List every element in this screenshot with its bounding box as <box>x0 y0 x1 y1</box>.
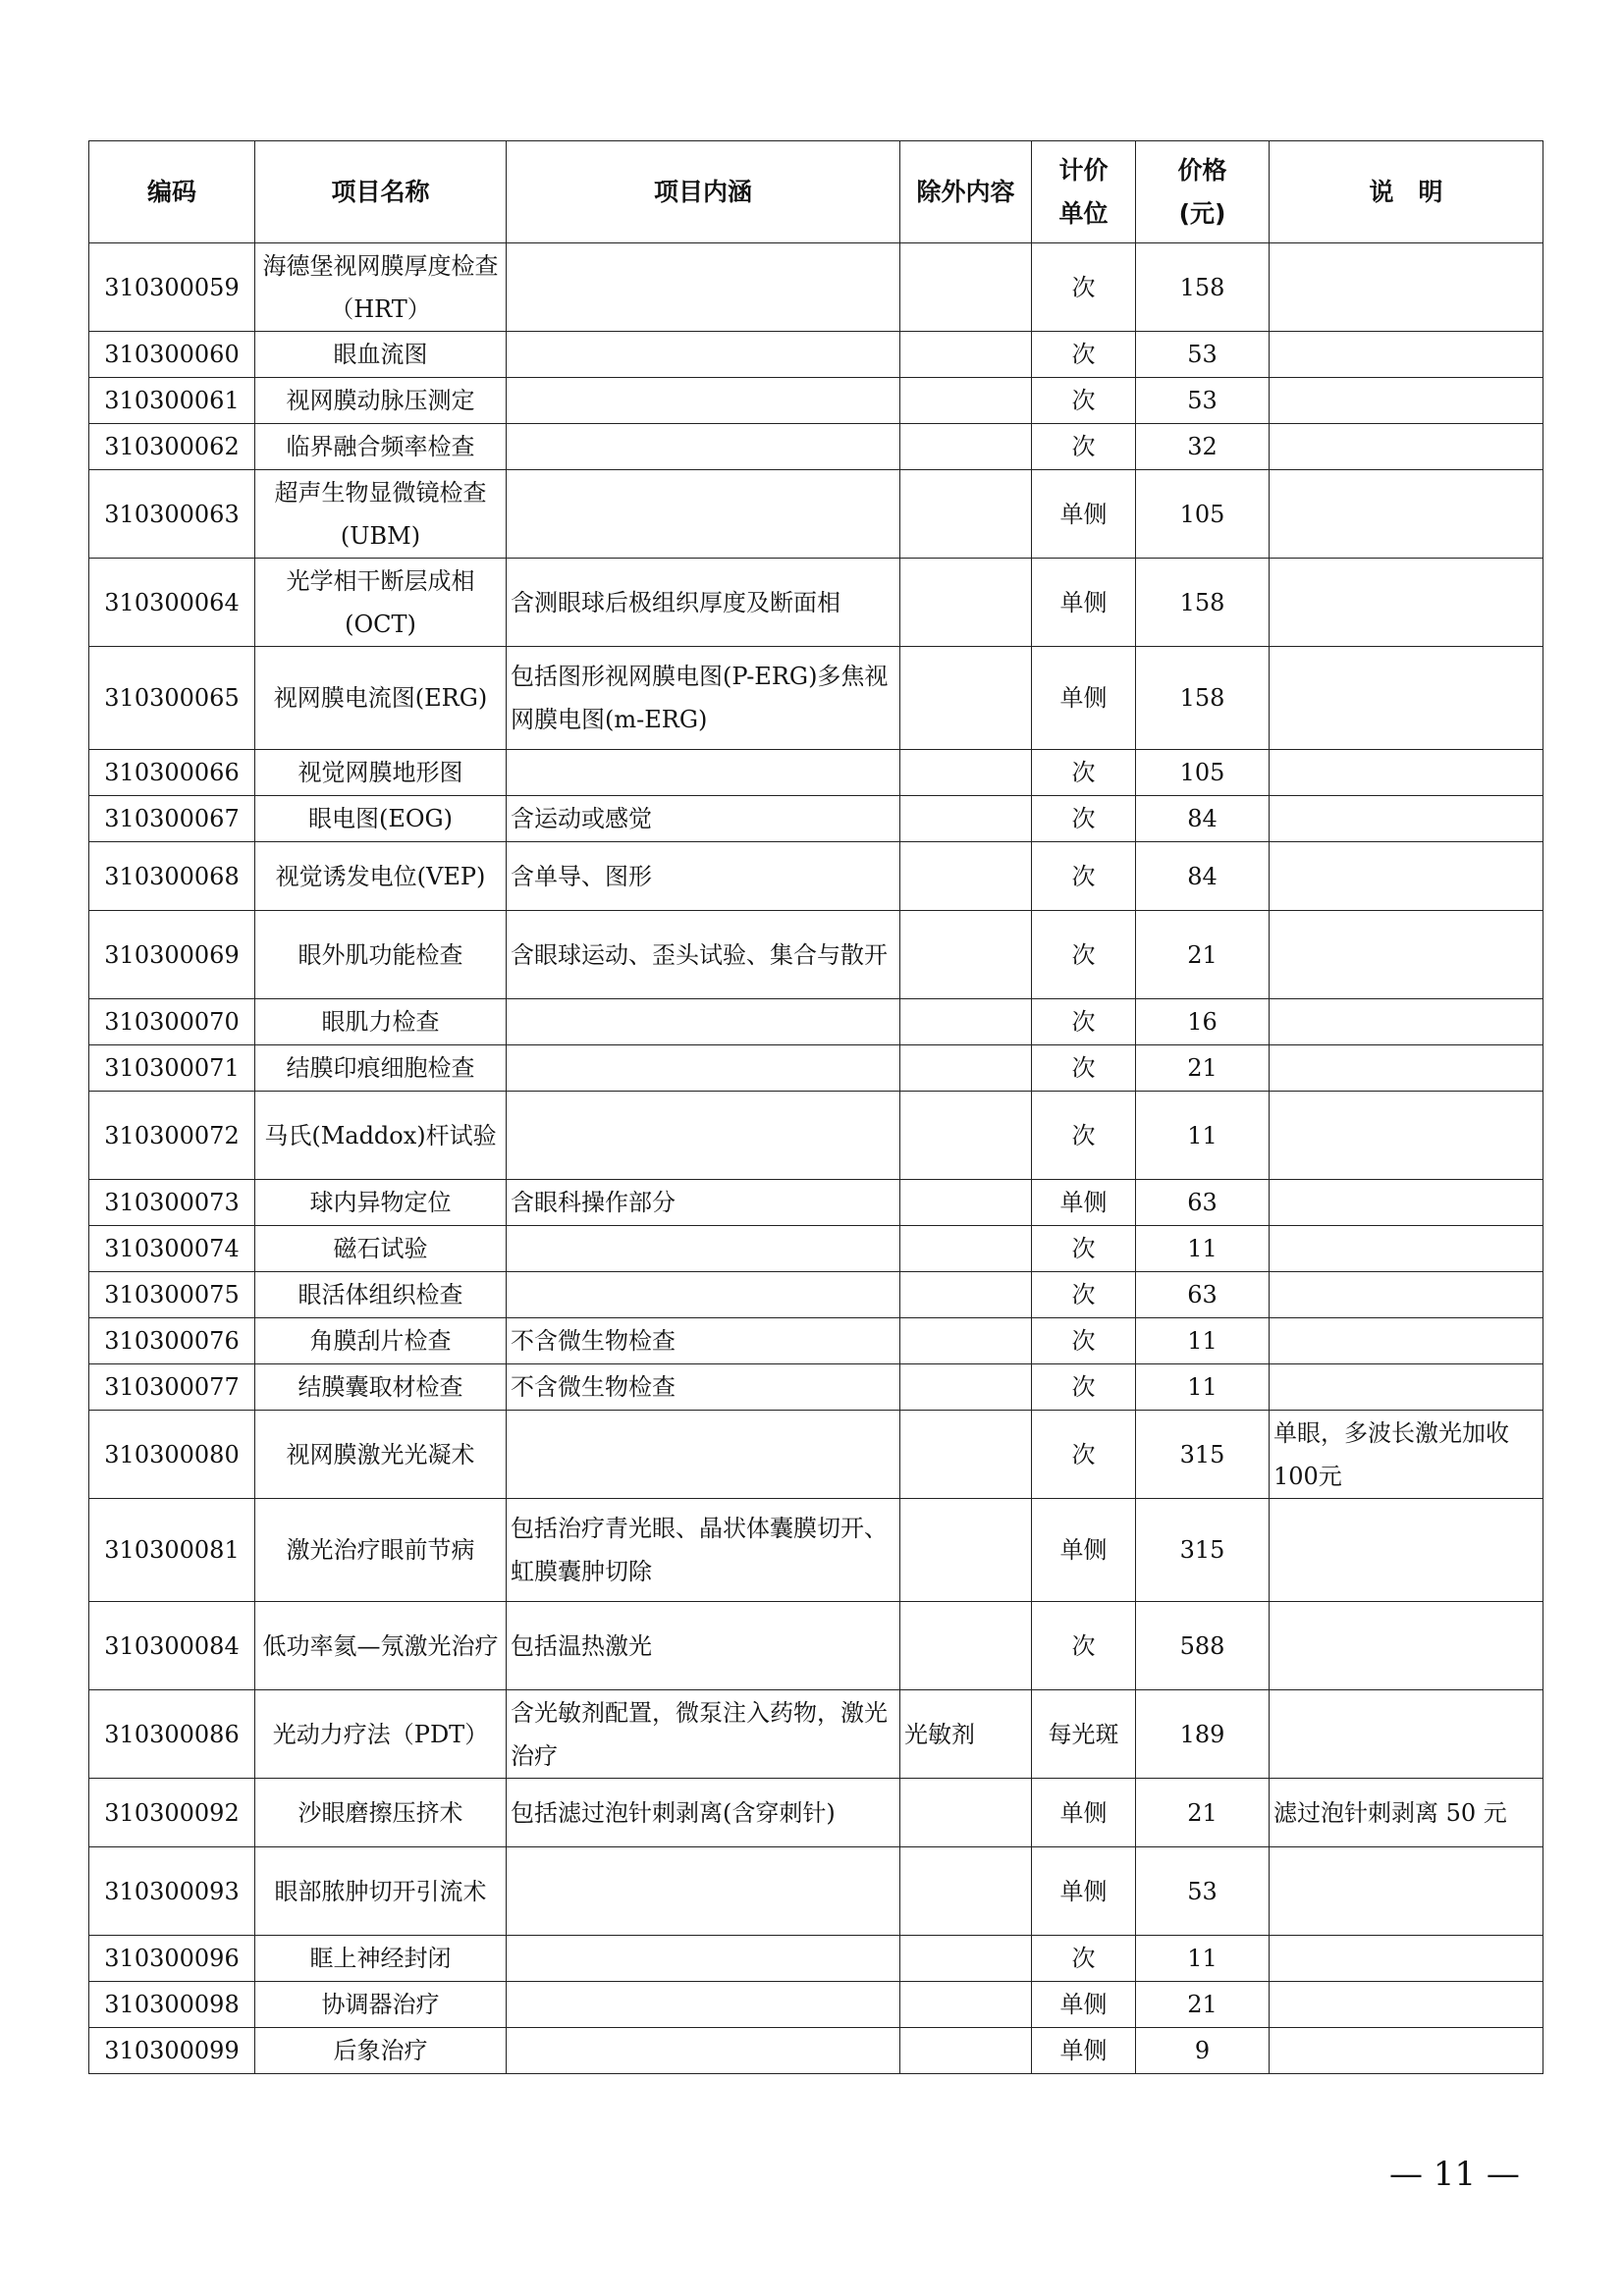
header-unit-line1: 计价 <box>1058 155 1109 185</box>
table-row <box>89 1690 1543 1779</box>
cell-unit: 单侧 <box>1032 1779 1136 1847</box>
cell-exclude <box>900 1411 1032 1499</box>
cell-exclude <box>900 842 1032 911</box>
cell-code: 310300073 <box>89 1180 255 1226</box>
cell-price: 53 <box>1136 378 1270 424</box>
table-row <box>89 1364 1543 1411</box>
cell-note <box>1270 750 1543 796</box>
cell-unit: 单侧 <box>1032 647 1136 750</box>
cell-name: 光动力疗法（PDT） <box>255 1690 507 1779</box>
cell-exclude <box>900 1602 1032 1690</box>
cell-content <box>507 1982 900 2028</box>
table-row <box>89 243 1543 332</box>
cell-price: 158 <box>1136 559 1270 647</box>
cell-note <box>1270 1180 1543 1226</box>
cell-exclude <box>900 2028 1032 2074</box>
cell-unit: 次 <box>1032 378 1136 424</box>
cell-code: 310300077 <box>89 1364 255 1411</box>
cell-content <box>507 1411 900 1499</box>
cell-unit: 单侧 <box>1032 470 1136 559</box>
cell-price: 105 <box>1136 750 1270 796</box>
table-row <box>89 842 1543 911</box>
cell-unit: 每光斑 <box>1032 1690 1136 1779</box>
cell-exclude <box>900 424 1032 470</box>
cell-note <box>1270 1045 1543 1092</box>
cell-note <box>1270 1499 1543 1602</box>
cell-code: 310300059 <box>89 243 255 332</box>
cell-content <box>507 424 900 470</box>
cell-name: 沙眼磨擦压挤术 <box>255 1779 507 1847</box>
table-row <box>89 2028 1543 2074</box>
cell-note <box>1270 1272 1543 1318</box>
cell-name: 眼肌力检查 <box>255 999 507 1045</box>
cell-note <box>1270 1364 1543 1411</box>
header-name: 项目名称 <box>255 141 507 243</box>
cell-code: 310300065 <box>89 647 255 750</box>
cell-code: 310300099 <box>89 2028 255 2074</box>
cell-exclude <box>900 1364 1032 1411</box>
cell-name: 视网膜激光光凝术 <box>255 1411 507 1499</box>
cell-content: 含单导、图形 <box>507 842 900 911</box>
cell-exclude <box>900 796 1032 842</box>
cell-code: 310300070 <box>89 999 255 1045</box>
cell-price: 315 <box>1136 1499 1270 1602</box>
table-body <box>89 243 1543 2074</box>
cell-name: 后象治疗 <box>255 2028 507 2074</box>
cell-content: 含光敏剂配置，微泵注入药物，激光治疗 <box>507 1690 900 1779</box>
cell-price: 84 <box>1136 796 1270 842</box>
cell-unit: 次 <box>1032 1602 1136 1690</box>
cell-note: 滤过泡针刺剥离 50 元 <box>1270 1779 1543 1847</box>
cell-note <box>1270 243 1543 332</box>
table-row <box>89 1982 1543 2028</box>
cell-content <box>507 243 900 332</box>
cell-content <box>507 1847 900 1936</box>
cell-unit: 单侧 <box>1032 559 1136 647</box>
cell-code: 310300080 <box>89 1411 255 1499</box>
cell-unit: 单侧 <box>1032 1982 1136 2028</box>
cell-price: 11 <box>1136 1318 1270 1364</box>
table-row <box>89 1602 1543 1690</box>
cell-exclude <box>900 378 1032 424</box>
cell-content <box>507 999 900 1045</box>
price-table <box>88 140 1543 2074</box>
cell-unit: 次 <box>1032 1936 1136 1982</box>
cell-content: 包括治疗青光眼、晶状体囊膜切开、虹膜囊肿切除 <box>507 1499 900 1602</box>
header-price-line1: 价格 <box>1177 155 1227 185</box>
cell-code: 310300093 <box>89 1847 255 1936</box>
cell-price: 84 <box>1136 842 1270 911</box>
cell-exclude <box>900 911 1032 999</box>
cell-unit: 次 <box>1032 1318 1136 1364</box>
cell-code: 310300096 <box>89 1936 255 1982</box>
cell-unit: 单侧 <box>1032 1499 1136 1602</box>
cell-exclude <box>900 1936 1032 1982</box>
cell-note <box>1270 1936 1543 1982</box>
cell-content: 包括温热激光 <box>507 1602 900 1690</box>
cell-price: 53 <box>1136 332 1270 378</box>
cell-content <box>507 1045 900 1092</box>
cell-code: 310300068 <box>89 842 255 911</box>
header-price <box>1136 141 1270 243</box>
cell-price: 53 <box>1136 1847 1270 1936</box>
cell-name: 角膜刮片检查 <box>255 1318 507 1364</box>
cell-price: 11 <box>1136 1226 1270 1272</box>
cell-name: 海德堡视网膜厚度检查（HRT） <box>255 243 507 332</box>
cell-content <box>507 470 900 559</box>
cell-note <box>1270 911 1543 999</box>
cell-price: 189 <box>1136 1690 1270 1779</box>
cell-content <box>507 1226 900 1272</box>
cell-price: 63 <box>1136 1272 1270 1318</box>
cell-code: 310300084 <box>89 1602 255 1690</box>
cell-price: 105 <box>1136 470 1270 559</box>
header-row <box>89 141 1543 243</box>
cell-note <box>1270 378 1543 424</box>
cell-unit: 次 <box>1032 796 1136 842</box>
cell-content <box>507 1092 900 1180</box>
cell-price: 11 <box>1136 1936 1270 1982</box>
table-row <box>89 1092 1543 1180</box>
cell-price: 63 <box>1136 1180 1270 1226</box>
cell-name: 视觉诱发电位(VEP) <box>255 842 507 911</box>
cell-note <box>1270 470 1543 559</box>
table-row <box>89 1045 1543 1092</box>
header-unit <box>1032 141 1136 243</box>
cell-exclude <box>900 559 1032 647</box>
cell-unit: 次 <box>1032 1226 1136 1272</box>
cell-content: 不含微生物检查 <box>507 1364 900 1411</box>
header-code: 编码 <box>89 141 255 243</box>
header-price-line2: (元) <box>1178 198 1226 228</box>
cell-price: 588 <box>1136 1602 1270 1690</box>
cell-price: 158 <box>1136 647 1270 750</box>
cell-exclude <box>900 1180 1032 1226</box>
cell-price: 11 <box>1136 1364 1270 1411</box>
cell-content <box>507 750 900 796</box>
cell-name: 结膜印痕细胞检查 <box>255 1045 507 1092</box>
cell-name: 眼部脓肿切开引流术 <box>255 1847 507 1936</box>
cell-name: 低功率氦—氖激光治疗 <box>255 1602 507 1690</box>
cell-unit: 次 <box>1032 1272 1136 1318</box>
cell-exclude <box>900 647 1032 750</box>
cell-price: 16 <box>1136 999 1270 1045</box>
cell-exclude <box>900 243 1032 332</box>
cell-note <box>1270 1602 1543 1690</box>
table-row <box>89 999 1543 1045</box>
cell-name: 眼电图(EOG) <box>255 796 507 842</box>
table-row <box>89 1936 1543 1982</box>
cell-content: 含眼球运动、歪头试验、集合与散开 <box>507 911 900 999</box>
cell-unit: 次 <box>1032 842 1136 911</box>
cell-code: 310300062 <box>89 424 255 470</box>
cell-content <box>507 2028 900 2074</box>
cell-code: 310300081 <box>89 1499 255 1602</box>
cell-note: 单眼，多波长激光加收100元 <box>1270 1411 1543 1499</box>
cell-code: 310300092 <box>89 1779 255 1847</box>
cell-code: 310300098 <box>89 1982 255 2028</box>
table-row <box>89 647 1543 750</box>
cell-unit: 次 <box>1032 332 1136 378</box>
cell-unit: 次 <box>1032 243 1136 332</box>
table-row <box>89 559 1543 647</box>
table-row <box>89 470 1543 559</box>
cell-unit: 次 <box>1032 1045 1136 1092</box>
cell-content <box>507 1272 900 1318</box>
table-row <box>89 1847 1543 1936</box>
cell-content <box>507 332 900 378</box>
cell-code: 310300067 <box>89 796 255 842</box>
cell-code: 310300069 <box>89 911 255 999</box>
cell-code: 310300066 <box>89 750 255 796</box>
table-row <box>89 1226 1543 1272</box>
cell-name: 视网膜动脉压测定 <box>255 378 507 424</box>
cell-content: 包括图形视网膜电图(P-ERG)多焦视网膜电图(m-ERG) <box>507 647 900 750</box>
table-row <box>89 378 1543 424</box>
cell-code: 310300072 <box>89 1092 255 1180</box>
cell-code: 310300064 <box>89 559 255 647</box>
cell-exclude <box>900 1045 1032 1092</box>
table-row <box>89 424 1543 470</box>
cell-code: 310300075 <box>89 1272 255 1318</box>
cell-name: 视觉网膜地形图 <box>255 750 507 796</box>
cell-code: 310300074 <box>89 1226 255 1272</box>
cell-price: 158 <box>1136 243 1270 332</box>
cell-name: 超声生物显微镜检查(UBM) <box>255 470 507 559</box>
cell-exclude <box>900 1092 1032 1180</box>
cell-note <box>1270 999 1543 1045</box>
cell-note <box>1270 424 1543 470</box>
cell-name: 眼活体组织检查 <box>255 1272 507 1318</box>
cell-note <box>1270 1318 1543 1364</box>
cell-content: 包括滤过泡针刺剥离(含穿刺针) <box>507 1779 900 1847</box>
cell-price: 21 <box>1136 1779 1270 1847</box>
cell-exclude <box>900 1226 1032 1272</box>
cell-unit: 单侧 <box>1032 2028 1136 2074</box>
cell-code: 310300063 <box>89 470 255 559</box>
cell-unit: 次 <box>1032 1411 1136 1499</box>
cell-unit: 次 <box>1032 999 1136 1045</box>
cell-exclude <box>900 750 1032 796</box>
cell-code: 310300060 <box>89 332 255 378</box>
header-content: 项目内涵 <box>507 141 900 243</box>
cell-exclude <box>900 1847 1032 1936</box>
cell-exclude <box>900 999 1032 1045</box>
page-number: — 11 — <box>1389 2155 1520 2194</box>
cell-price: 21 <box>1136 911 1270 999</box>
cell-exclude: 光敏剂 <box>900 1690 1032 1779</box>
cell-content <box>507 1936 900 1982</box>
cell-unit: 次 <box>1032 1364 1136 1411</box>
cell-name: 球内异物定位 <box>255 1180 507 1226</box>
cell-unit: 次 <box>1032 424 1136 470</box>
table-row <box>89 750 1543 796</box>
cell-price: 11 <box>1136 1092 1270 1180</box>
cell-exclude <box>900 470 1032 559</box>
cell-exclude <box>900 1779 1032 1847</box>
cell-note <box>1270 1226 1543 1272</box>
cell-code: 310300076 <box>89 1318 255 1364</box>
cell-exclude <box>900 332 1032 378</box>
cell-name: 眼外肌功能检查 <box>255 911 507 999</box>
cell-name: 磁石试验 <box>255 1226 507 1272</box>
cell-content: 含眼科操作部分 <box>507 1180 900 1226</box>
header-exclude: 除外内容 <box>900 141 1032 243</box>
cell-content: 含测眼球后极组织厚度及断面相 <box>507 559 900 647</box>
cell-code: 310300061 <box>89 378 255 424</box>
table-row <box>89 911 1543 999</box>
cell-note <box>1270 559 1543 647</box>
cell-note <box>1270 796 1543 842</box>
cell-exclude <box>900 1318 1032 1364</box>
table-row <box>89 1779 1543 1847</box>
header-unit-line2: 单位 <box>1058 198 1109 228</box>
header-note: 说 明 <box>1270 141 1543 243</box>
cell-price: 315 <box>1136 1411 1270 1499</box>
cell-price: 9 <box>1136 2028 1270 2074</box>
cell-name: 马氏(Maddox)杆试验 <box>255 1092 507 1180</box>
table-row <box>89 1318 1543 1364</box>
cell-name: 眼血流图 <box>255 332 507 378</box>
cell-unit: 次 <box>1032 750 1136 796</box>
cell-unit: 单侧 <box>1032 1180 1136 1226</box>
cell-name: 结膜囊取材检查 <box>255 1364 507 1411</box>
table-row <box>89 1180 1543 1226</box>
cell-code: 310300086 <box>89 1690 255 1779</box>
cell-exclude <box>900 1272 1032 1318</box>
cell-content: 含运动或感觉 <box>507 796 900 842</box>
cell-content <box>507 378 900 424</box>
table-row <box>89 1272 1543 1318</box>
cell-name: 光学相干断层成相(OCT) <box>255 559 507 647</box>
cell-unit: 次 <box>1032 911 1136 999</box>
cell-unit: 次 <box>1032 1092 1136 1180</box>
cell-note <box>1270 1092 1543 1180</box>
table-row <box>89 1499 1543 1602</box>
cell-name: 临界融合频率检查 <box>255 424 507 470</box>
table-row <box>89 1411 1543 1499</box>
cell-unit: 单侧 <box>1032 1847 1136 1936</box>
cell-exclude <box>900 1982 1032 2028</box>
cell-name: 激光治疗眼前节病 <box>255 1499 507 1602</box>
cell-code: 310300071 <box>89 1045 255 1092</box>
cell-price: 21 <box>1136 1982 1270 2028</box>
cell-price: 21 <box>1136 1045 1270 1092</box>
table-row <box>89 796 1543 842</box>
cell-name: 眶上神经封闭 <box>255 1936 507 1982</box>
cell-exclude <box>900 1499 1032 1602</box>
cell-note <box>1270 1847 1543 1936</box>
cell-note <box>1270 2028 1543 2074</box>
cell-note <box>1270 1982 1543 2028</box>
cell-price: 32 <box>1136 424 1270 470</box>
cell-name: 协调器治疗 <box>255 1982 507 2028</box>
cell-note <box>1270 1690 1543 1779</box>
cell-content: 不含微生物检查 <box>507 1318 900 1364</box>
cell-name: 视网膜电流图(ERG) <box>255 647 507 750</box>
cell-note <box>1270 647 1543 750</box>
table-row <box>89 332 1543 378</box>
cell-note <box>1270 332 1543 378</box>
cell-note <box>1270 842 1543 911</box>
